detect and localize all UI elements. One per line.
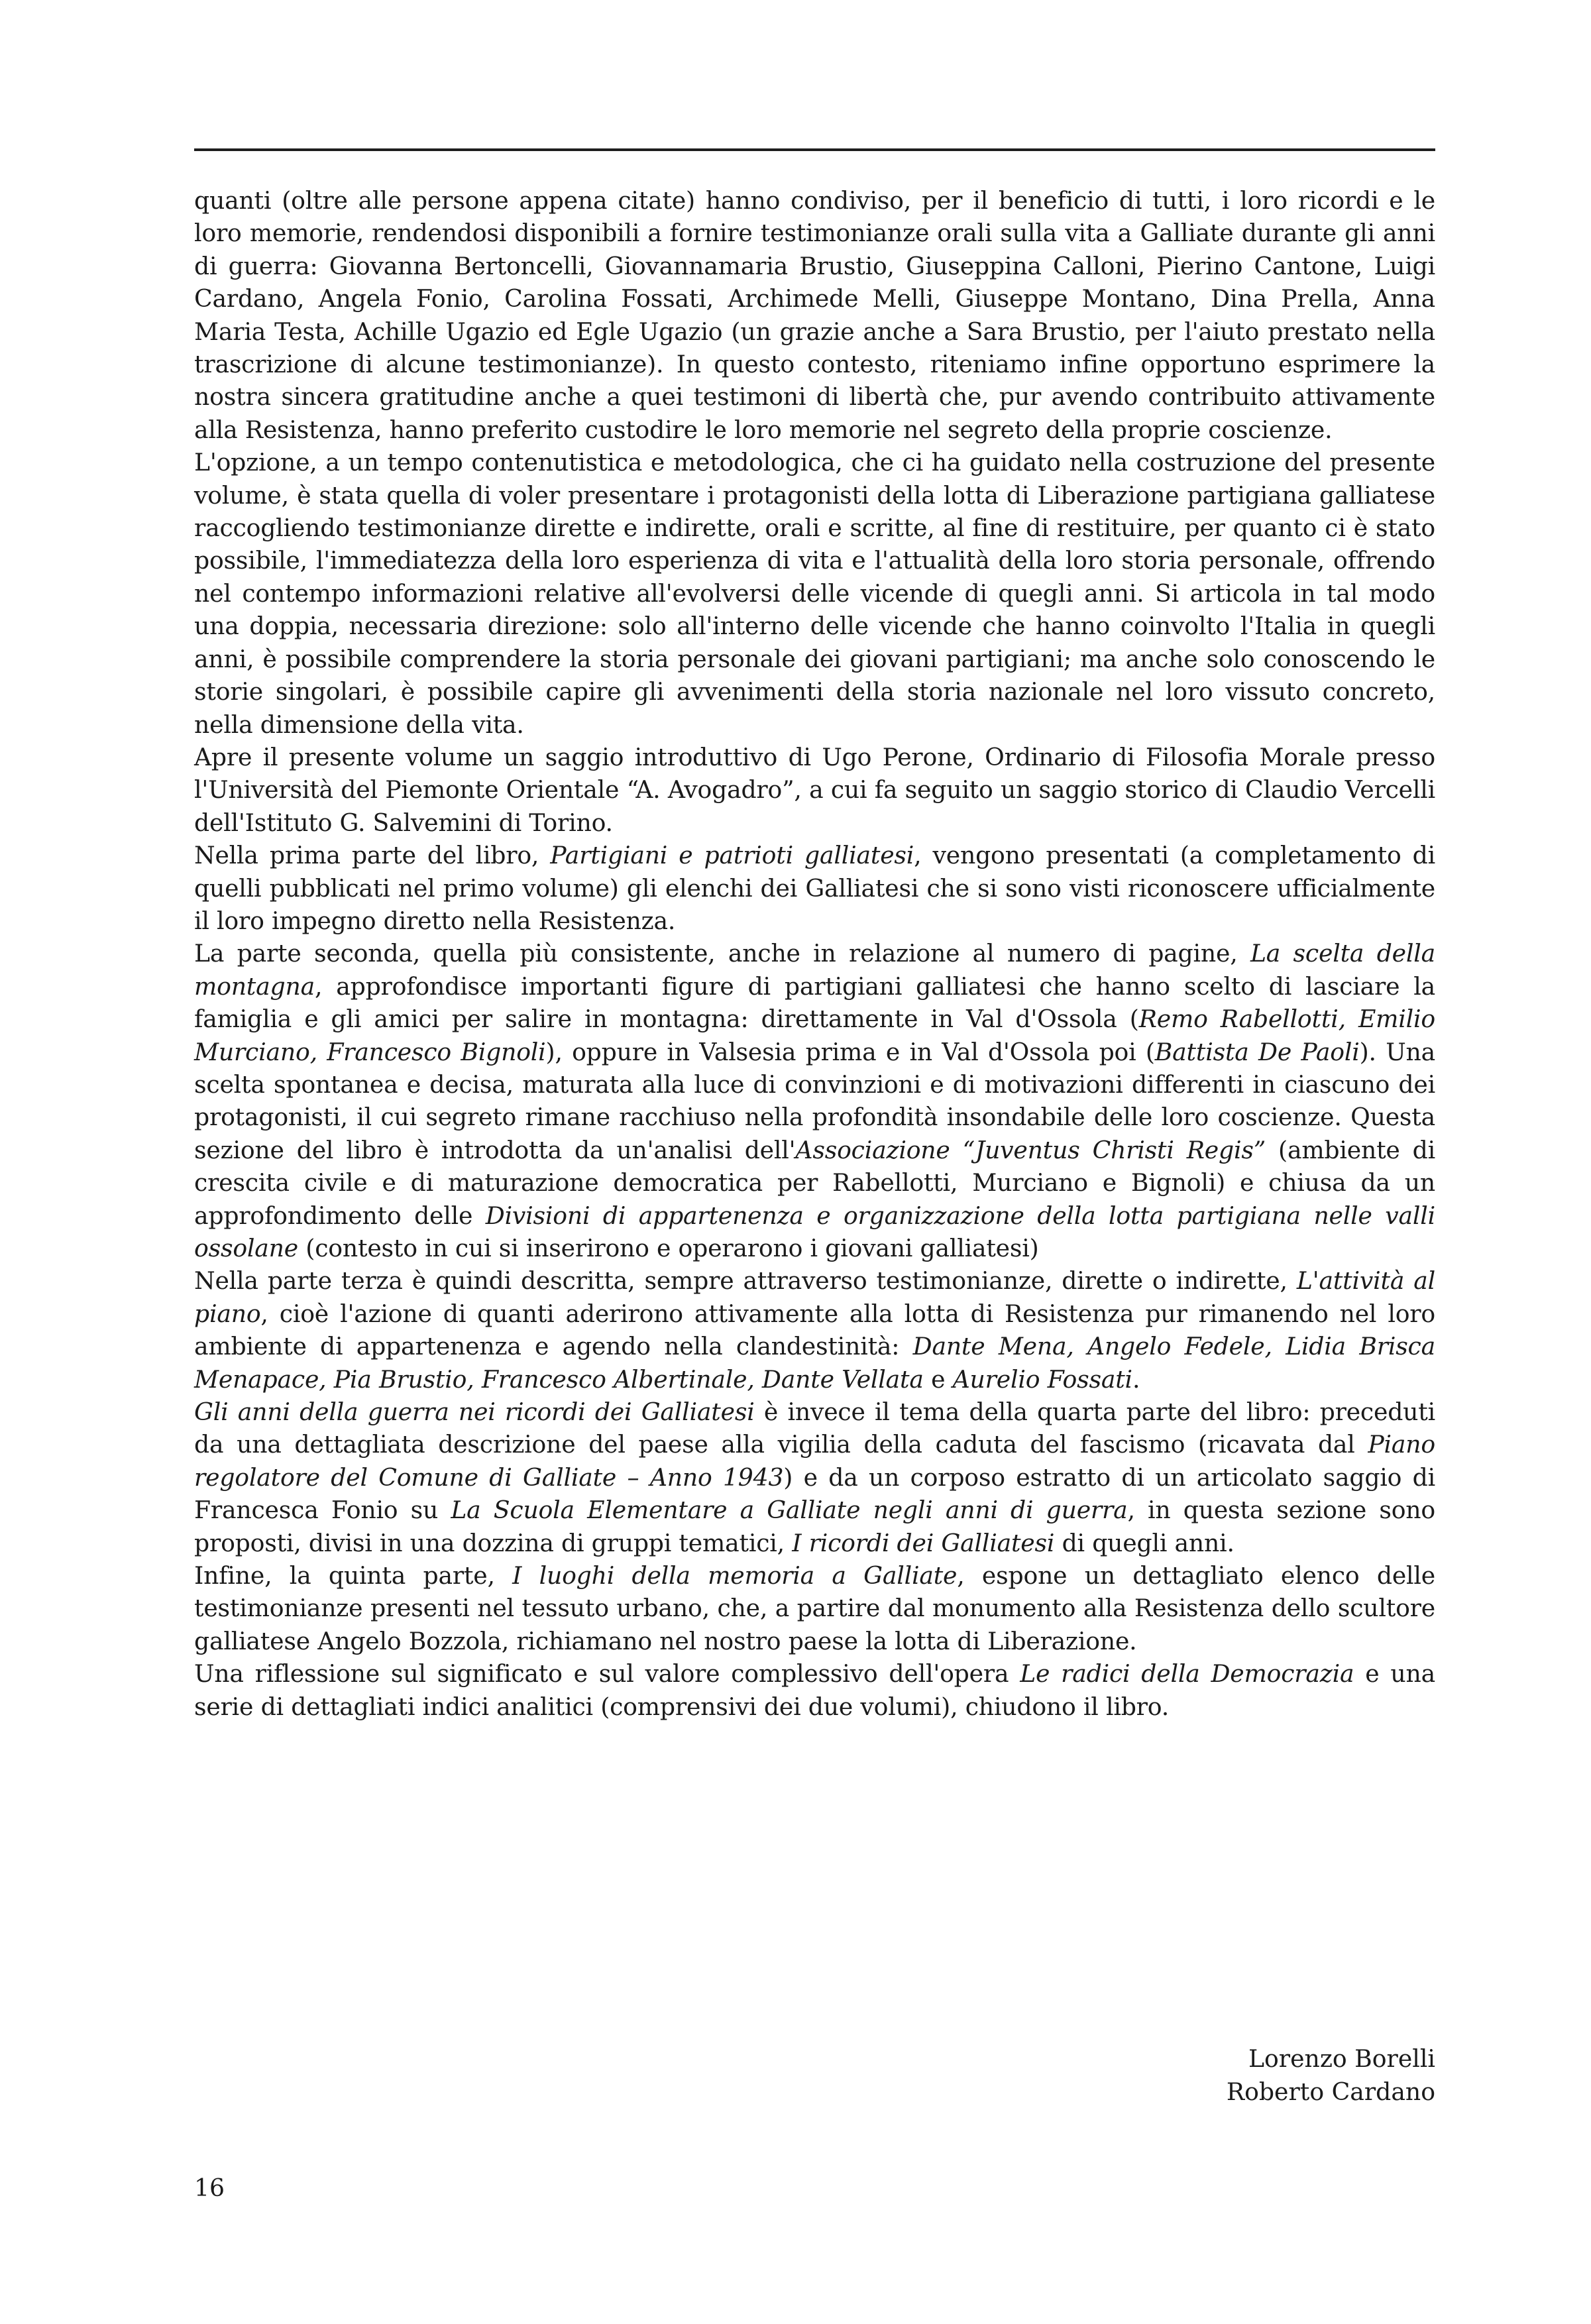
text-run: e una serie di dettagliati indici analitici (comprensivi dei due volumi), chiudono il libro. xyxy=(194,1659,1435,1721)
text-run: Una riflessione sul significato e sul valore complessivo dell'opera xyxy=(194,1659,1020,1688)
body-text xyxy=(194,184,1435,1723)
text-run: (ambiente di crescita civile e di maturazione democratica per Rabellotti, Murciano e Bignoli) e chiusa da un approfondimento delle xyxy=(194,1135,1435,1230)
paragraph xyxy=(194,1657,1435,1723)
text-run: Apre il presente volume un saggio introduttivo di Ugo Perone, Ordinario di Filosofia Morale presso l'Università del Piemonte Orientale “A. Avogadro”, a cui fa seguito un saggio storico di Claudio Vercelli dell'Istituto G. Salvemini di Torino. xyxy=(194,742,1435,837)
italic-text-run: L'attività al piano xyxy=(194,1266,1435,1328)
text-run: , vengono presentati (a completamento di quelli pubblicati nel primo volume) gli elenchi dei Galliatesi che si sono visti riconoscere ufficialmente il loro impegno diretto nella Resistenza. xyxy=(194,841,1435,935)
paragraph xyxy=(194,184,1435,446)
italic-text-run: Associazione “Juventus Christi Regis” xyxy=(795,1135,1266,1164)
text-run: , in questa sezione sono proposti, divisi in una dozzina di gruppi tematici, xyxy=(194,1496,1435,1557)
text-run: Nella parte terza è quindi descritta, sempre attraverso testimonianze, dirette o indirette, xyxy=(194,1266,1297,1296)
text-run: è invece il tema della quarta parte del libro: preceduti da una dettagliata descrizione del paese alla vigilia della caduta del fascismo (ricavata dal xyxy=(194,1398,1435,1459)
italic-text-run: Le radici della Democrazia xyxy=(1020,1659,1354,1688)
italic-text-run: Dante Mena, Angelo Fedele, Lidia Brisca Menapace, Pia Brustio, Francesco Albertinale, Dante Vellata xyxy=(194,1332,1436,1394)
paragraph xyxy=(194,446,1435,741)
header-rule xyxy=(194,148,1435,151)
text-run: (contesto in cui si inserirono e operarono i giovani galliatesi) xyxy=(298,1234,1039,1262)
signature-block xyxy=(1227,2042,1435,2109)
italic-text-run: Divisioni di appartenenza e organizzazione della lotta partigiana nelle valli ossolane xyxy=(194,1201,1435,1262)
text-run: quanti (oltre alle persone appena citate) hanno condiviso, per il beneficio di tutti, i loro ricordi e le loro memorie, rendendosi disponibili a fornire testimonianze orali sulla vita a Galliate durante gli anni di guerra: Giovanna Bertoncelli, Giovannamaria Brustio, Giuseppina Calloni, Pierino Cantone, Luigi Cardano, Angela Fonio, Carolina Fossati, Archimede Melli, Giuseppe Montano, Dina Prella, Anna Maria Testa, Achille Ugazio ed Egle Ugazio (un grazie anche a Sara Brustio, per l'aiuto prestato nella trascrizione di alcune testimonianze). In questo contesto, riteniamo infine opportuno esprimere la nostra sincera gratitudine anche a quei testimoni di libertà che, pur avendo contribuito attivamente alla Resistenza, hanno preferito custodire le loro memorie nel segreto della proprie coscienze. xyxy=(194,186,1435,444)
author-name-1: Lorenzo Borelli xyxy=(1248,2044,1435,2073)
text-run: ). Una scelta spontanea e decisa, maturata alla luce di convinzioni e di motivazioni differenti in ciascuno dei protagonisti, il cui segreto rimane racchiuso nella profondità insondabile delle loro coscienze. Questa sezione del libro è introdotta da un'analisi dell' xyxy=(194,1037,1435,1164)
text-run: di quegli anni. xyxy=(1054,1528,1234,1557)
paragraph xyxy=(194,1396,1435,1559)
text-run: Nella prima parte del libro, xyxy=(194,841,551,870)
text-run: . xyxy=(1132,1364,1140,1394)
italic-text-run: Partigiani e patrioti galliatesi xyxy=(550,841,914,870)
paragraph xyxy=(194,839,1435,937)
paragraph xyxy=(194,741,1435,839)
text-run: ), oppure in Valsesia prima e in Val d'Ossola poi ( xyxy=(545,1037,1155,1066)
italic-text-run: Aurelio Fossati xyxy=(952,1364,1132,1394)
author-name-2: Roberto Cardano xyxy=(1226,2077,1435,2106)
italic-text-run: Battista De Paoli xyxy=(1154,1037,1360,1066)
italic-text-run: Remo Rabellotti, Emilio Murciano, Francesco Bignoli xyxy=(194,1005,1435,1066)
text-run: , approfondisce importanti figure di partigiani galliatesi che hanno scelto di lasciare la famiglia e gli amici per salire in montagna: direttamente in Val d'Ossola ( xyxy=(194,971,1435,1034)
italic-text-run: Piano regolatore del Comune di Galliate – Anno 1943 xyxy=(194,1430,1435,1492)
text-run: , cioè l'azione di quanti aderirono attivamente alla lotta di Resistenza pur rimanendo nel loro ambiente di appartenenza e agendo nella clandestinità: xyxy=(194,1299,1435,1361)
text-run: ) e da un corposo estratto di un articolato saggio di Francesca Fonio su xyxy=(194,1463,1436,1525)
text-run: Infine, la quinta parte, xyxy=(194,1561,513,1590)
italic-text-run: I ricordi dei Galliatesi xyxy=(792,1528,1055,1557)
paragraph xyxy=(194,1264,1435,1396)
paragraph xyxy=(194,1559,1435,1657)
text-run: La parte seconda, quella più consistente, anche in relazione al numero di pagine, xyxy=(194,939,1250,968)
text-run: e xyxy=(923,1364,953,1394)
italic-text-run: La Scuola Elementare a Galliate negli anni di guerra xyxy=(451,1496,1128,1525)
paragraph xyxy=(194,937,1435,1264)
text-run: , espone un dettagliato elenco delle testimonianze presenti nel tessuto urbano, che, a partire dal monumento alla Resistenza dello scultore galliatese Angelo Bozzola, richiamano nel nostro paese la lotta di Liberazione. xyxy=(194,1561,1436,1655)
page-number: 16 xyxy=(194,2174,225,2202)
text-run: L'opzione, a un tempo contenutistica e metodologica, che ci ha guidato nella costruzione del presente volume, è stata quella di voler presentare i protagonisti della lotta di Liberazione partigiana galliatese raccogliendo testimonianze dirette e indirette, orali e scritte, al fine di restituire, per quanto ci è stato possibile, l'immediatezza della loro esperienza di vita e l'attualità della loro storia personale, offrendo nel contempo informazioni relative all'evolversi delle vicende di quegli anni. Si articola in tal modo una doppia, necessaria direzione: solo all'interno delle vicende che hanno coinvolto l'Italia in quegli anni, è possibile comprendere la storia personale dei giovani partigiani; ma anche solo conoscendo le storie singolari, è possibile capire gli avvenimenti della storia nazionale nel loro vissuto concreto, nella dimensione della vita. xyxy=(194,448,1435,739)
italic-text-run: I luoghi della memoria a Galliate xyxy=(512,1561,958,1590)
italic-text-run: Gli anni della guerra nei ricordi dei Galliatesi xyxy=(194,1398,755,1427)
italic-text-run: La scelta della montagna xyxy=(194,939,1436,1001)
